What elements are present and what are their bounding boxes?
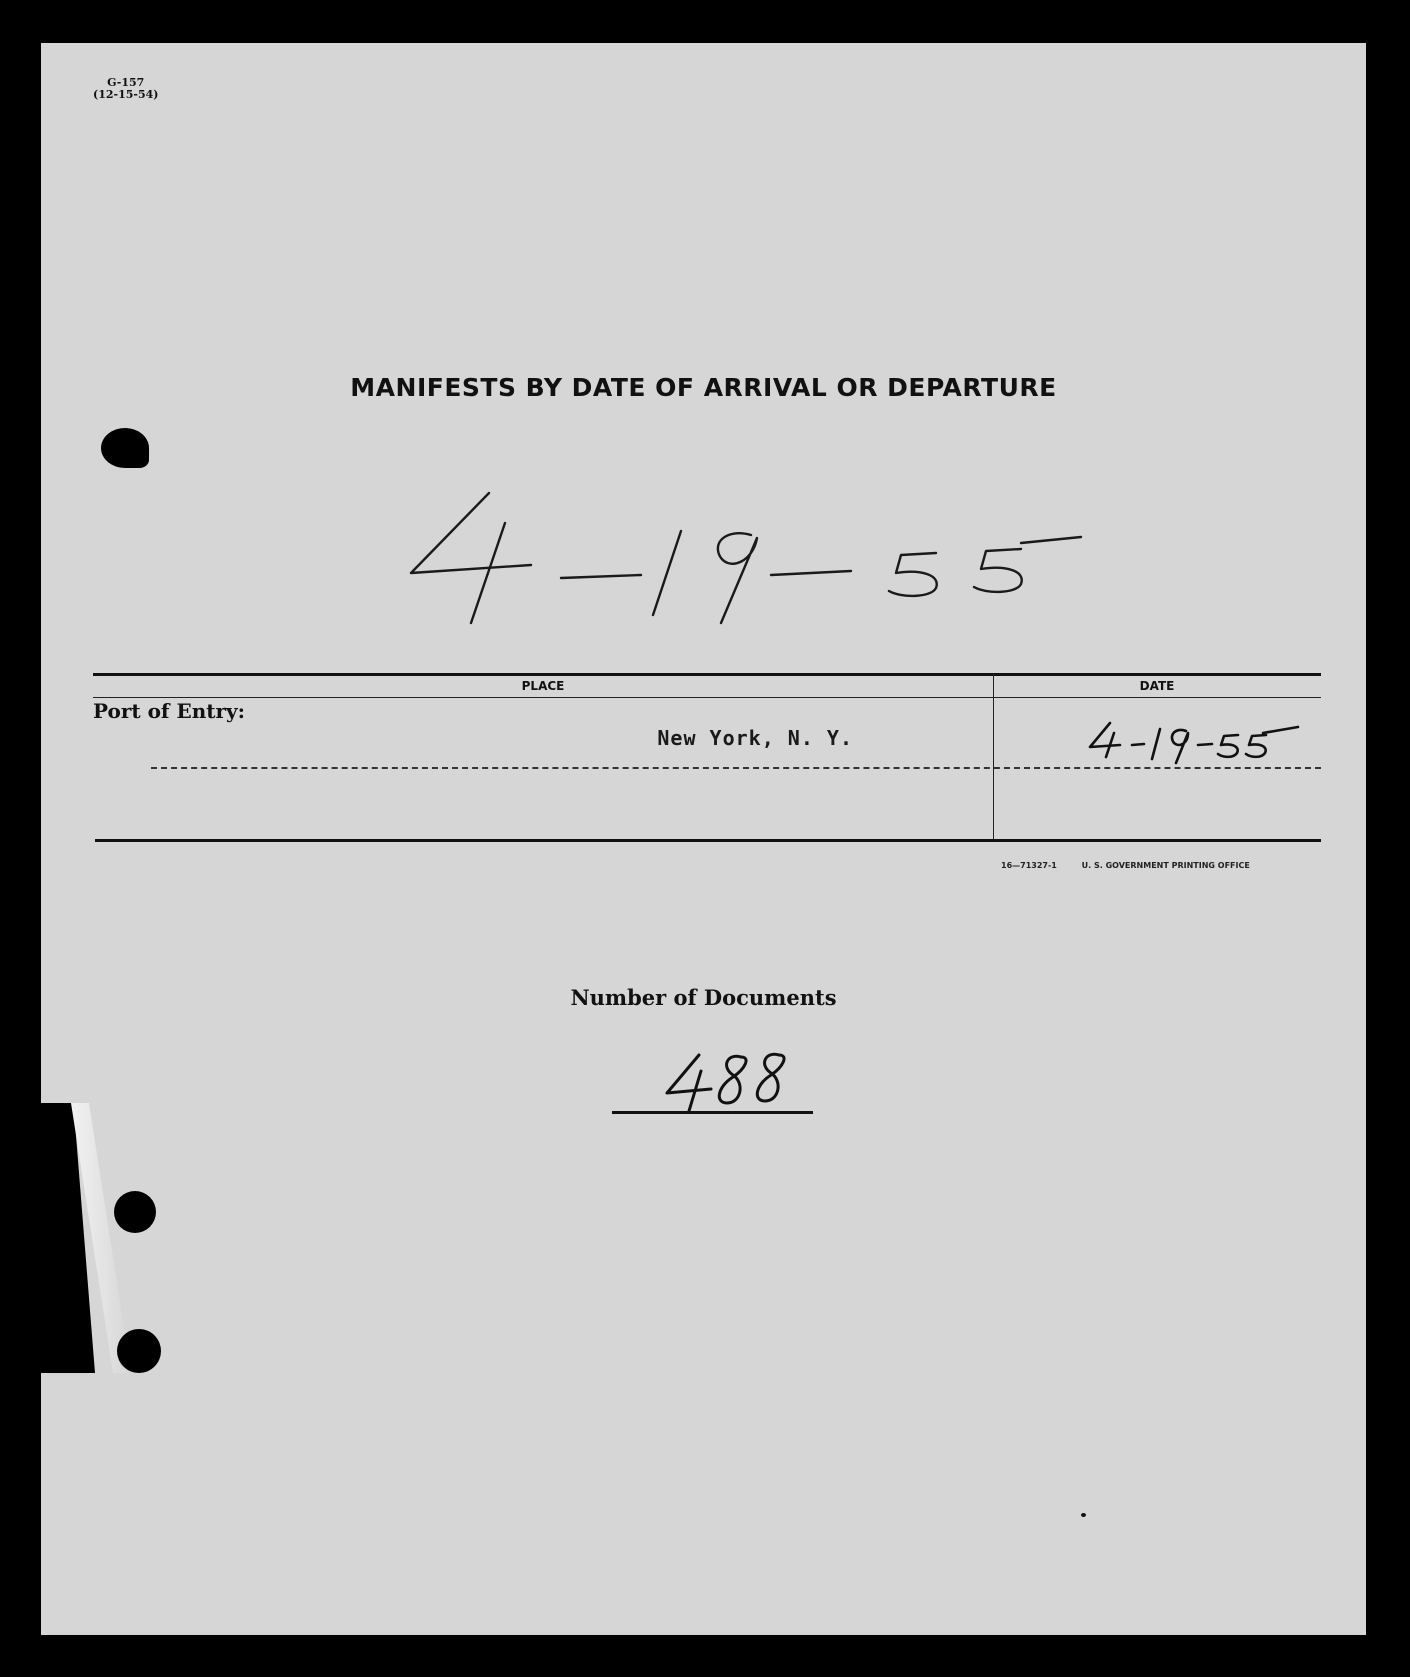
number-of-documents-label: Number of Documents xyxy=(570,985,837,1010)
header-rule xyxy=(93,697,1321,698)
documents-underline xyxy=(612,1111,813,1114)
place-header: PLACE xyxy=(521,679,565,693)
paper-speck xyxy=(1081,1513,1086,1517)
page-title: MANIFESTS BY DATE OF ARRIVAL OR DEPARTURE xyxy=(350,373,1057,402)
table-top-rule xyxy=(93,673,1321,676)
punch-hole-bottom xyxy=(117,1329,161,1373)
form-revision-date: (12-15-54) xyxy=(93,88,159,101)
table-bottom-rule xyxy=(95,839,1321,842)
punch-hole-top xyxy=(101,428,149,468)
handwritten-date-field xyxy=(1088,715,1318,770)
form-number: G-157 xyxy=(107,76,145,89)
column-divider xyxy=(993,673,994,839)
handwritten-date-large xyxy=(381,483,1141,673)
form-number-block xyxy=(93,77,158,101)
manifest-cover-sheet xyxy=(41,43,1366,1635)
print-code: 16—71327-1 xyxy=(1001,861,1057,870)
printer-name: U. S. GOVERNMENT PRINTING OFFICE xyxy=(1081,861,1250,870)
port-of-entry-value: New York, N. Y. xyxy=(657,726,853,750)
date-header: DATE xyxy=(1139,679,1175,693)
punch-hole-middle xyxy=(114,1191,156,1233)
port-of-entry-label: Port of Entry: xyxy=(93,699,246,723)
dashed-rule xyxy=(151,767,1321,769)
place-date-table xyxy=(93,673,1321,848)
printer-imprint xyxy=(1001,861,1272,870)
